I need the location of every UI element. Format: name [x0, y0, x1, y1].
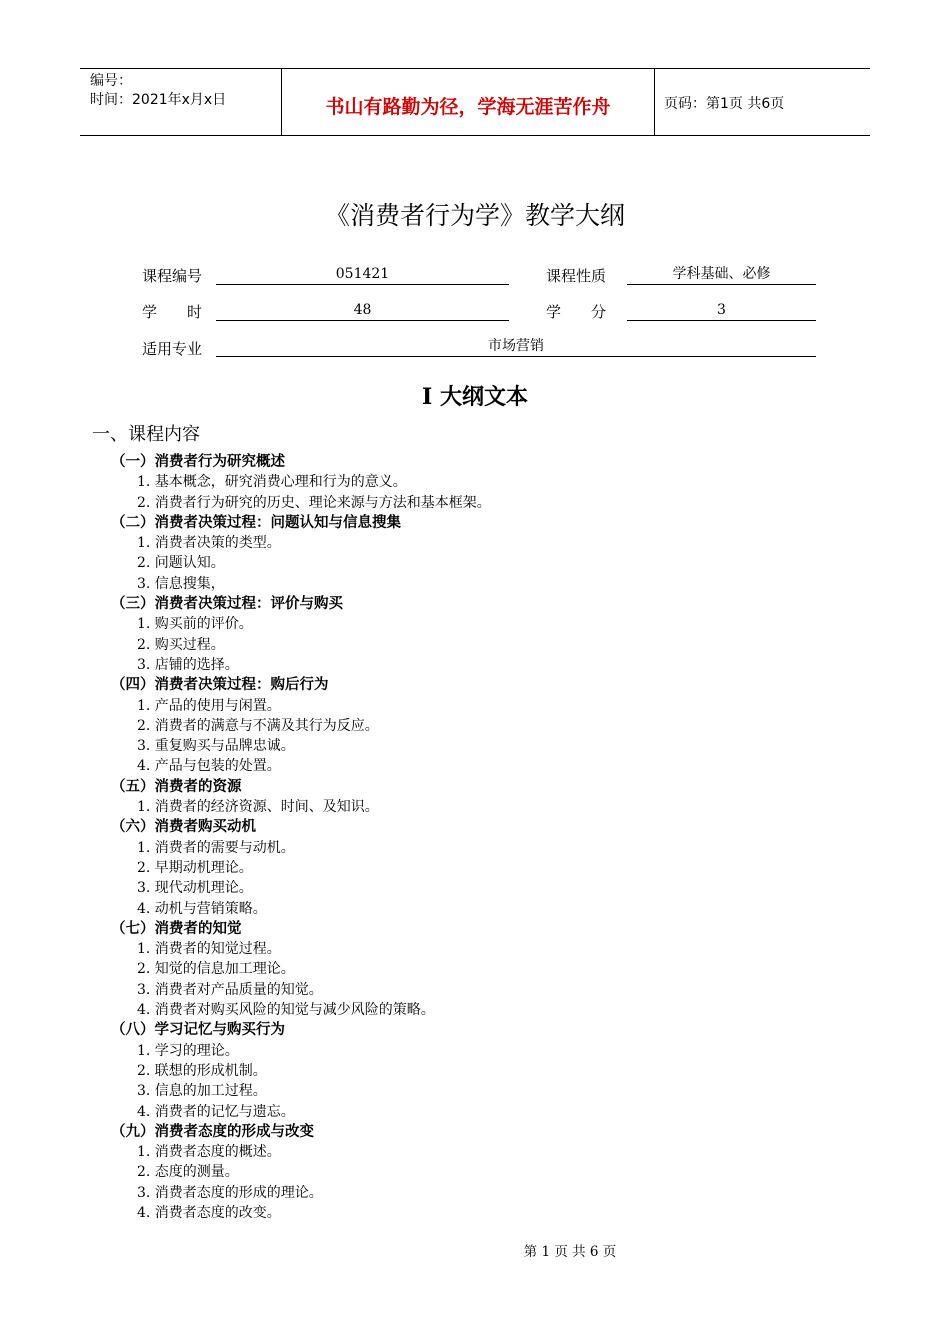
list-item: 3. 消费者对产品质量的知觉。 [137, 981, 323, 998]
document-number: 编号： [90, 73, 132, 89]
section-heading: （四）消费者决策过程：购后行为 [111, 677, 329, 694]
list-item: 3. 信息搜集， [137, 575, 225, 592]
section-heading: （二）消费者决策过程：问题认知与信息搜集 [111, 514, 401, 531]
list-item: 2. 问题认知。 [137, 555, 225, 572]
section-heading: （一）消费者行为研究概述 [111, 454, 285, 470]
major-value: 市场营销 [216, 336, 816, 357]
list-item: 2. 联想的形成机制。 [137, 1062, 267, 1079]
course-nature-value: 学科基础、必修 [627, 264, 816, 285]
course-code-label: 课程编号 [142, 267, 203, 285]
list-item: 2. 消费者的满意与不满及其行为反应。 [137, 717, 379, 734]
list-item: 4. 动机与营销策略。 [137, 900, 267, 917]
course-nature-label: 课程性质 [546, 267, 607, 285]
course-content [111, 452, 871, 1223]
list-item: 1. 基本概念，研究消费心理和行为的意义。 [137, 474, 407, 491]
section-heading: （五）消费者的资源 [111, 778, 242, 795]
list-item: 4. 消费者态度的改变。 [137, 1204, 281, 1221]
list-item: 2. 知觉的信息加工理论。 [137, 961, 295, 978]
course-code-value: 051421 [216, 264, 509, 285]
list-item: 4. 消费者的记忆与遗忘。 [137, 1103, 295, 1120]
list-item: 3. 重复购买与品牌忠诚。 [137, 738, 295, 755]
list-item: 1. 购买前的评价。 [137, 616, 253, 633]
list-item: 1. 学习的理论。 [137, 1042, 239, 1059]
major-label: 适用专业 [142, 340, 203, 358]
list-item: 3. 信息的加工过程。 [137, 1083, 267, 1100]
list-item: 1. 产品的使用与闲置。 [137, 697, 281, 714]
course-credits-value: 3 [627, 300, 816, 321]
course-hours-value: 48 [216, 300, 509, 321]
course-hours-label: 学 时 [142, 303, 203, 321]
document-title: 《消费者行为学》教学大纲 [324, 201, 625, 230]
list-item: 1. 消费者的经济资源、时间、及知识。 [137, 799, 379, 816]
list-item: 3. 消费者态度的形成的理论。 [137, 1184, 323, 1201]
list-item: 1. 消费者决策的类型。 [137, 535, 281, 552]
list-item: 2. 早期动机理论。 [137, 859, 253, 876]
chapter-title: 一、课程内容 [92, 424, 200, 445]
list-item: 1. 消费者态度的概述。 [137, 1144, 281, 1161]
list-item: 2. 消费者行为研究的历史、理论来源与方法和基本框架。 [137, 494, 491, 511]
header-page-info: 页码：第1页 共6页 [664, 96, 785, 112]
section-heading: （七）消费者的知觉 [111, 920, 242, 937]
document-date: 时间：2021年x月x日 [90, 92, 227, 108]
page-footer: 第 1 页 共 6 页 [523, 1244, 617, 1260]
header-meta [80, 69, 282, 135]
course-credits-label: 学 分 [546, 303, 607, 321]
section-heading: （六）消费者购买动机 [111, 819, 256, 836]
list-item: 4. 消费者对购买风险的知觉与减少风险的策略。 [137, 1002, 435, 1019]
list-item: 2. 态度的测量。 [137, 1164, 239, 1181]
section-heading: （三）消费者决策过程：评价与购买 [111, 596, 343, 613]
list-item: 3. 现代动机理论。 [137, 880, 253, 897]
section-title: I 大纲文本 [422, 384, 528, 410]
section-heading: （九）消费者态度的形成与改变 [111, 1123, 314, 1140]
header-motto: 书山有路勤为径，学海无涯苦作舟 [282, 69, 655, 135]
list-item: 3. 店铺的选择。 [137, 656, 239, 673]
list-item: 1. 消费者的知觉过程。 [137, 941, 281, 958]
list-item: 2. 购买过程。 [137, 636, 225, 653]
list-item: 1. 消费者的需要与动机。 [137, 839, 295, 856]
section-heading: （八）学习记忆与购买行为 [111, 1022, 285, 1039]
document-header [80, 68, 870, 136]
list-item: 4. 产品与包装的处置。 [137, 758, 281, 775]
